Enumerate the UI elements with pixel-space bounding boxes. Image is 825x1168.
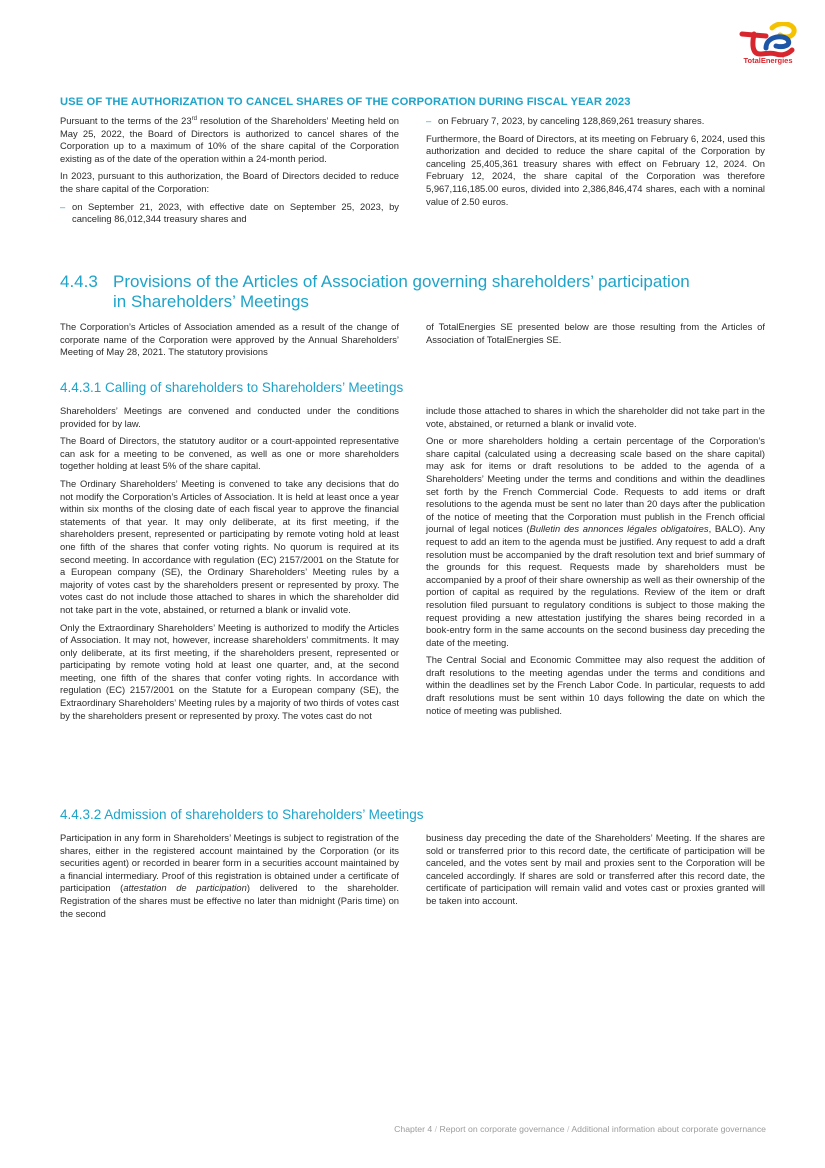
paragraph: business day preceding the date of the Shareholders’ Meeting. If the shares are sold or transferred prior to this record date, the certificate of participation will be canceled, and the votes sent by mail and proxies sent to the Corporation will be canceled accordingly. If shares are sold or transferred after this record date, the certificate of participation will remain valid and votes cast or proxies granted will be taken into account. bbox=[426, 832, 765, 906]
section-number: 4.4.3 bbox=[60, 272, 98, 291]
paragraph: Pursuant to the terms of the 23rd resolution of the Shareholders’ Meeting held on May 25, 2022, the Board of Directors is authorized to cancel shares of the Corporation up to a maximum of 10% of the share capital of the Corporation existing as of the date of the operation within a 24-month period. bbox=[60, 115, 399, 164]
paragraph: The Board of Directors, the statutory auditor or a court-appointed representative can ask for a meeting to be convened, as well as one or more shareholders together holding at least 5% of the share capital. bbox=[60, 435, 399, 472]
paragraph: Shareholders’ Meetings are convened and conducted under the conditions provided for by law. bbox=[60, 405, 399, 429]
subsection-title-4-4-3-1: 4.4.3.1 Calling of shareholders to Shareholders’ Meetings bbox=[60, 380, 404, 395]
logo-wordmark: TotalEnergies bbox=[743, 56, 793, 65]
dash-bullet: – bbox=[60, 200, 66, 212]
paragraph: Participation in any form in Shareholders’ Meetings is subject to registration of the shares, either in the registered account maintained by the Corporation (or its securities agent) or recorded in bearer form in a securities account maintained by a financial intermediary. Proof of this registration is obtained under a certificate of participation (attestation de participation) delivered to the shareholder. Registration of the shares must be effective no later than midnight (Paris time) on the second bbox=[60, 832, 399, 919]
section1-right-column bbox=[426, 115, 765, 213]
footer-part: Report on corporate governance bbox=[439, 1124, 565, 1134]
list-item: – on September 21, 2023, with effective date on September 25, 2023, by canceling 86,012,344 treasury shares and bbox=[60, 200, 399, 225]
paragraph: In 2023, pursuant to this authorization, the Board of Directors decided to reduce the share capital of the Corporation: bbox=[60, 170, 399, 194]
paragraph: of TotalEnergies SE presented below are those resulting from the Articles of Association of TotalEnergies SE. bbox=[426, 321, 765, 345]
dash-bullet: – bbox=[426, 115, 432, 126]
paragraph: Only the Extraordinary Shareholders’ Meeting is authorized to modify the Articles of Association. It may not, however, increase shareholders’ commitments. It may only deliberate, at its first meeting, if the shareholders present, represented or participating by remote voting hold at least one quarter, and, at the second meeting, one fifth of the shares that confer voting rights. In accordance with regulation (EC) 2157/2001 on the Statute for a European company (SE), the Extraordinary Shareholders’ Meeting rules by a majority of two thirds of votes cast by the shareholders present or represented by proxy. The votes cast do not bbox=[60, 621, 399, 721]
list-item: – on February 7, 2023, by canceling 128,869,261 treasury shares. bbox=[426, 115, 705, 126]
subsection-title-4-4-3-2: 4.4.3.2 Admission of shareholders to Shareholders’ Meetings bbox=[60, 807, 424, 822]
paragraph: The Central Social and Economic Committee may also request the addition of draft resolutions to the meeting agendas under the terms and conditions and within the deadlines set by the French Labor Code. In particular, requests to add draft resolutions must be sent within 10 days following the date on which the notice of meeting was published. bbox=[426, 654, 765, 716]
section3-right-column bbox=[426, 405, 765, 722]
section4-right-column bbox=[426, 832, 765, 913]
section-title-4-4-3: 4.4.3 Provisions of the Articles of Association governing shareholders’ participation in Shareholders’ Meetings bbox=[60, 272, 690, 311]
paragraph: One or more shareholders holding a certain percentage of the Corporation’s share capital (calculated using a decreasing scale based on the share capital) may ask for items or draft resolutions to be added to the agenda of a Shareholders’ Meeting under the terms and conditions and within the deadlines set forth by the French Commercial Code. Requests to add items or draft resolutions to the agenda must be sent no later than 20 days after the publication of the notice of meeting that the Corporation must publish in the French official journal of legal notices (Bulletin des annonces légales obligatoires, BALO). Any request to add an item to the agenda must be justified. Any request to add a draft resolution must be accompanied by the draft resolution text and brief summary of the grounds for this request. Requests made by shareholders must be accompanied by a proof of their share ownership as well as their ownership of the portion of capital as required by the regulations. Review of the item or draft resolution filed pursuant to regulatory conditions is subject to those making the request providing a new attestation justifying the shares being recorded in a book-entry form in the same accounts on the second business day preceding the date of the meeting. bbox=[426, 435, 765, 648]
footer-chapter: Chapter 4 bbox=[394, 1124, 433, 1134]
page-footer-breadcrumb: Chapter 4 / Report on corporate governance / Additional information about corporate governance bbox=[394, 1124, 766, 1134]
section2-right-column bbox=[426, 321, 765, 351]
footer-part: Additional information about corporate governance bbox=[571, 1124, 766, 1134]
section-heading-cancel-shares: USE OF THE AUTHORIZATION TO CANCEL SHARES OF THE CORPORATION DURING FISCAL YEAR 2023 bbox=[60, 96, 631, 108]
paragraph: Furthermore, the Board of Directors, at its meeting on February 6, 2024, used this authorization and decided to reduce the share capital of the Corporation by canceling 25,405,361 treasury shares with effect on February 12, 2024. On February 12, 2024, the share capital of the Corporation was therefore 5,967,116,185.00 euros, divided into 2,386,846,474 shares, each with a nominal value of 2.50 euros. bbox=[426, 132, 765, 207]
section4-left-column bbox=[60, 832, 399, 925]
paragraph: The Ordinary Shareholders’ Meeting is convened to take any decisions that do not modify the Corporation’s Articles of Association. It is held at least once a year within six months of the closing date of each fiscal year to approve the financial statements of that year. It may only deliberate, at its first meeting, if the shareholders present, represented or participating by remote voting hold at least one fifth of the shares that confer voting rights. No quorum is required at its second meeting. In accordance with regulation (EC) 2157/2001 on the Statute for a European company (SE), the Ordinary Shareholders’ Meeting rules by a majority of votes cast by the shareholders present or represented by proxy. The votes cast do not include those attached to shares in which the shareholder did not take part in the vote, abstained, or returned a blank or invalid vote. bbox=[60, 477, 399, 615]
paragraph: include those attached to shares in which the shareholder did not take part in the vote, abstained, or returned a blank or invalid vote. bbox=[426, 405, 765, 429]
section2-left-column bbox=[60, 321, 399, 364]
section1-left-column bbox=[60, 115, 399, 231]
section3-left-column bbox=[60, 405, 399, 727]
logo-blue-swoosh bbox=[766, 37, 789, 48]
paragraph: The Corporation’s Articles of Association amended as a result of the change of corporate name of the Corporation were approved by the Annual Shareholders’ Meeting of May 28, 2021. The statutory provisions bbox=[60, 321, 399, 358]
